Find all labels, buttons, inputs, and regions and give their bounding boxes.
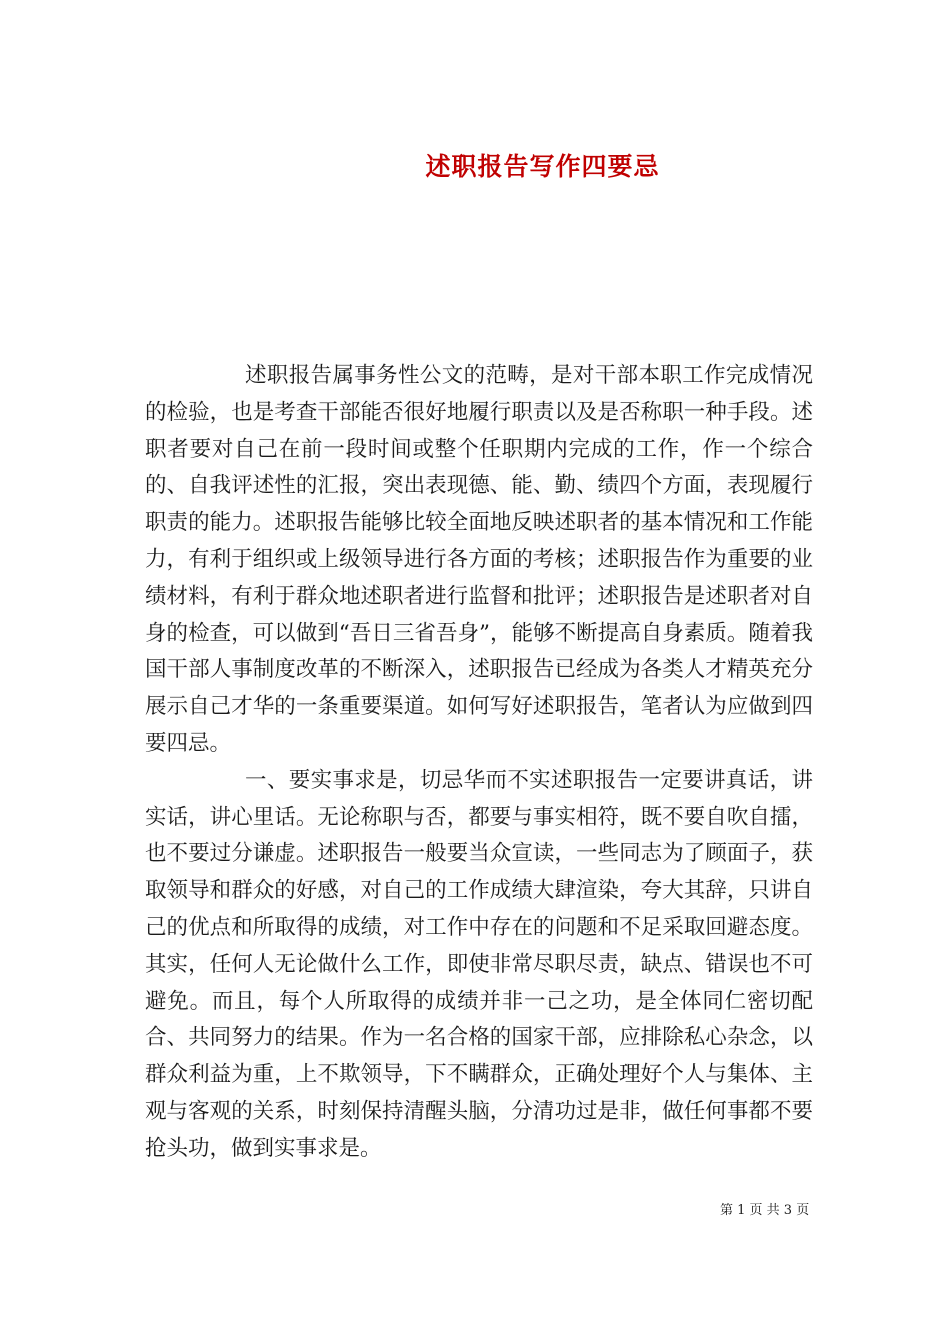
document-title: 述职报告写作四要忌 [425,151,660,181]
document-body [145,358,813,1168]
paragraph-intro: 述职报告属事务性公文的范畴，是对干部本职工作完成情况的检验，也是考查干部能否很好地履行职责以及是否称职一种手段。述职者要对自己在前一段时间或整个任职期内完成的工作，作一个综合的、自我评述性的汇报，突出表现德、能、勤、绩四个方面，表现履行职责的能力。述职报告能够比较全面地反映述职者的基本情况和工作能力，有利于组织或上级领导进行各方面的考核；述职报告作为重要的业绩材料，有利于群众地述职者进行监督和批评；述职报告是述职者对自身的检查，可以做到“吾日三省吾身”，能够不断提高自身素质。随着我国干部人事制度改革的不断深入，述职报告已经成为各类人才精英充分展示自己才华的一条重要渠道。如何写好述职报告，笔者认为应做到四要四忌。 [145,363,813,756]
paragraph-point-one: 一、要实事求是，切忌华而不实述职报告一定要讲真话，讲实话，讲心里话。无论称职与否，都要与事实相符，既不要自吹自擂，也不要过分谦虚。述职报告一般要当众宣读，一些同志为了顾面子，获取领导和群众的好感，对自己的工作成绩大肆渲染，夸大其辞，只讲自己的优点和所取得的成绩，对工作中存在的问题和不足采取回避态度。其实，任何人无论做什么工作，即使非常尽职尽责，缺点、错误也不可避免。而且，每个人所取得的成绩并非一己之功，是全体同仁密切配合、共同努力的结果。作为一名合格的国家干部，应排除私心杂念，以群众利益为重，上不欺领导，下不瞒群众，正确处理好个人与集体、主观与客观的关系，时刻保持清醒头脑，分清功过是非，做任何事都不要抢头功，做到实事求是。 [145,767,813,1161]
page-number-footer: 第 1 页 共 3 页 [720,1203,810,1218]
